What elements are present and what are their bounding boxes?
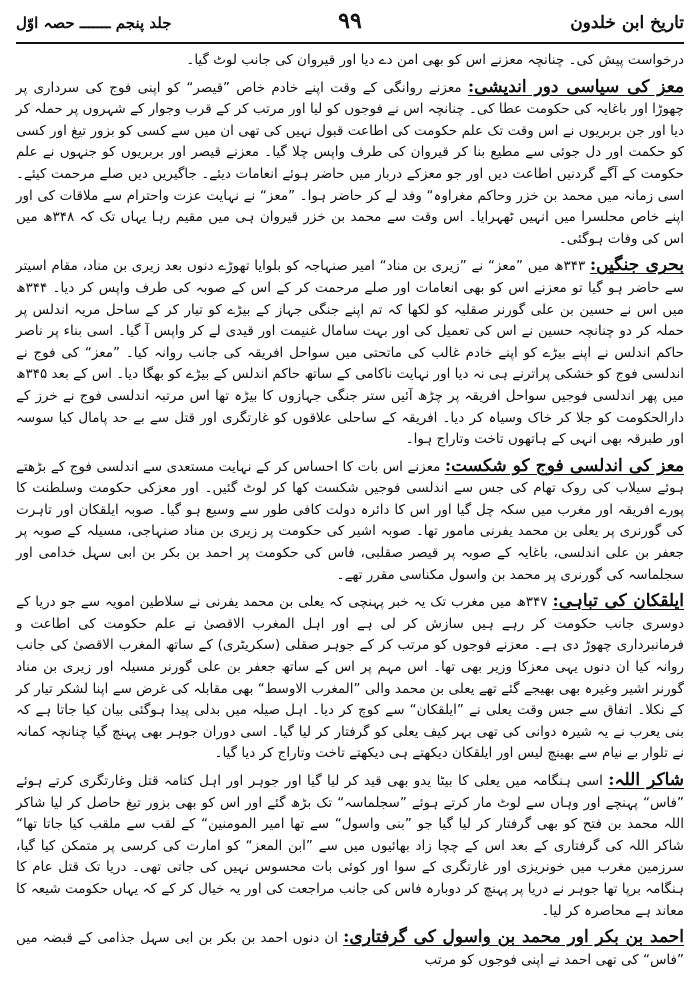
paragraph-text: ان دنوں احمد بن بکر بن ابی سہل جذامی کے قبضہ میں ”فاس“ کی تھی احمد نے اپنی فوجوں کو مرتب xyxy=(16,930,684,968)
paragraph-text: معزنے اس بات کا احساس کر کے نہایت مستعدی سے اندلسی فوج کے بڑھتے ہوئے سیلاب کی روک تھام کی جس سے اندلسی فوجیں شکست کھا کر لوٹ گئیں۔ اور معزکی حکومت وسلطنت کا پورے افریقہ اور مغرب میں سکہ چل گیا اور اس کا دائرہ دولت کافی طور سے وسیع ہو گیا۔ صوبہ ایلقکان اور تاہرت کی گورنری پر یعلی بن محمد یفرنی مامور تھا۔ صوبہ اشیر کی حکومت پر زیری بن مناد صنہاجی، مسیلہ کے صوبہ پر جعفر بن علی اندلسی، باغایہ کے صوبہ پر قیصر صقلبی، فاس کی حکومت پر احمد بن بکر بن ابی سہل خدامی اور سجلماسہ کی گورنری پر محمد بن واسول مکناسی مقرر تھے۔ xyxy=(16,458,684,583)
paragraph-text: درخواست پیش کی۔ چنانچہ معزنے اس کو بھی امن دے دیا اور قیروان کی جانب لوٹ گیا۔ xyxy=(186,52,684,68)
section-heading: بحری جنگیں: xyxy=(589,255,684,276)
paragraph-andalusian-defeat xyxy=(16,456,684,587)
section-heading: معز کی اندلسی فوج کو شکست: xyxy=(444,455,684,476)
paragraph-intro xyxy=(16,50,684,72)
header-rule xyxy=(16,42,684,44)
paragraph-shakir-allah xyxy=(16,770,684,922)
page-body xyxy=(16,50,684,971)
paragraph-political-foresight xyxy=(16,77,684,251)
volume-label: جلد پنجم ـــــــ حصہ اوّل xyxy=(16,14,172,32)
page-header xyxy=(16,6,684,40)
book-title: تاریخ ابن خلدون xyxy=(570,13,684,33)
paragraph-ifkan-destruction xyxy=(16,591,684,765)
paragraph-text: ۳۴۷ھ میں مغرب تک یہ خبر پہنچی کہ یعلی بن محمد یفرنی نے سلاطین امویہ سے جو دریا کے دوسری جانب حکومت کر رہے ہیں سازش کر لی ہے اور اہل المغرب الاقصیٰ نے علم حکومت کی اطاعت و فرمانبرداری چھوڑ دی ہے۔ معزنے فوجوں کو مرتب کر کے جوہر صقلی (سکریٹری) کے ساتھ المغرب الاقصیٰ کی جانب روانہ کیا ان دنوں یہی معزکا وزیر بھی تھا۔ اس مہم پر اس کے ساتھ جعفر بن علی گورنر مسیلہ اور زیری بن مناد گورنر اشیر وغیرہ بھی بھیجے گئے تھے یعلی بن محمد والی ”المغرب الاوسط“ بھی مقابلہ کی غرض سے اپنا لشکر تیار کر کے نکلا۔ اتفاق سے جس وقت یعلی نے ”ایلقکان“ سے کوچ کر دیا۔ اہل صیلہ میں بدلی پیدا ہوگئی بیان کیا جاتا ہے کہ بنی یعرب نے یہ شیرہ دوانی کی تھی بہر کیف یعلی کو گرفتار کر لیا گیا۔ اسی دوران جوہر بھی پہنچ گیا چنانچہ کمانہ نے تلوار بے نیام سے بھینچ لیس اور ایلقکان دیکھتے ہی دیکھتے تاخت وتاراج کر دیا گیا۔ xyxy=(16,594,684,762)
section-heading: ایلقکان کی تباہی: xyxy=(552,591,685,612)
page-number: ۹۹ xyxy=(338,8,362,34)
paragraph-text: معزنے روانگی کے وقت اپنے خادم خاص ”قیصر“ کو اپنی فوج کی سرداری پر چھوڑا اور باغایہ کی حکومت عطا کی۔ چنانچہ اس نے فوجوں کو لیا اور مرتب کر کے قرب وجوار کے شہروں پر حملہ کر دیا اور جن بربریوں نے اس وقت تک علم حکومت کی اطاعت قبول نہیں کی تھی ان میں سے کسی کو بزور تیغ اور کسی کو حکمت اور دل جوئی سے مطیع بنا کر قیروان کی طرف واپس چلا گیا۔ معزنے قیصر اور بربریوں کو جنہوں نے علم حکومت کے آگے گردنیں اطاعت دیں اور جو معزکے دربار میں حاضر ہوئے انعامات دیئے۔ جاگیریں دیں صلے مرحمت کیئے۔ اسی زمانہ میں محمد بن خزر وحاکم مغراوہ“ وفد لے کر حاضر ہوا۔ ”معز“ نے نہایت عزت واحترام سے ملاقات کی اور اپنے خاص محلسرا میں انہیں ٹھہرایا۔ اس وقت سے محمد بن خزر قیروان ہی میں مقیم رہا یہاں تک کہ ۳۴۸ھ میں اس کی وفات ہوگئی۔ xyxy=(16,79,684,247)
section-heading: شاکر اللہ: xyxy=(608,770,684,790)
section-heading: احمد بن بکر اور محمد بن واسول کی گرفتاری: xyxy=(343,927,684,948)
paragraph-text: اسی ہنگامہ میں یعلی کا بیٹا یدو بھی قید کر لیا گیا اور جوہر اور اہل کتامہ قتل وغارتگری کرتے ہوئے ”فاس“ پہنچے اور وہاں سے لوٹ مار کرتے ہوئے ”سجلماسہ“ تک بڑھ گئے اور اس کو بھی بزور تیغ حاصل کر لیا شاکر اللہ محمد بن فتح کو بھی گرفتار کر لیا گیا جو ”بنی واسول“ سے تھا امیر المومنین“ کے لقب سے ملقب کیا جاتا تھا“ شاکر اللہ کی گرفتاری کے بعد اس کے چچا زاد بھائیوں میں سے ”ابن المعز“ کو امارت کی کرسی پر متمکن کیا گیا، سرزمین مغرب میں خونریزی اور غارتگری کے سوا اور کوئی بات محسوس نہیں کی جاتی تھی۔ دریا تک قتل عام کا ہنگامہ برپا تھا جوہر نے دریا پر پہنچ کر دوبارہ فاس کی جانب مراجعت کی اور یہ خیال کر کے کہ یہاں حکومت شیعہ کا معاند ہے محاصرہ کر لیا۔ xyxy=(16,773,684,919)
paragraph-text: ۳۴۳ھ میں ”معز“ نے ”زیری بن مناد“ امیر صنہاجہ کو بلوایا تھوڑے دنوں بعد زیری بن مناد، مقام اسیتر سے حاضر ہو گیا تو معزنے اس کو بھی انعامات اور صلے مرحمت کر کے اس کے صوبہ کی طرف واپس کر دیا۔ ۳۴۴ھ میں اس نے حسین بن علی گورنر صقلیہ کو لکھا کہ تم اپنے جنگی جہاز کے بیڑے کو تیار کر کے ساحل مریہ اندلس پر حملہ کر دو چنانچہ حسین نے اس کی تعمیل کی اور بہت سامال غنیمت اور قیدی لے کر واپس آ گیا۔ اسی بناء پر ناصر حاکم اندلس نے اپنے بیڑے کو اپنے خادم غالب کی ماتحتی میں سواحل افریقہ کی جانب روانہ کیا۔ ”معز“ کی فوج نے اندلسی فوج کو خشکی پراترنے ہی نہ دیا اور نہایت ناکامی کے ساتھ حاکم اندلس کے بیڑے کو بھگا دیا۔ اس کے بعد ۳۴۵ھ میں پھر اندلسی فوجیں سواحل افریقہ پر چڑھ آئیں ستر جنگی جہازوں کا بیڑہ تھا اس مرتبہ اندلسی فوج نے خرز کے دارالحکومت کو جلا کر خاک وسیاہ کر دیا۔ افریقہ کے ساحلی علاقوں کو غارتگری اور قتل سے بے حد پامال کیا سوسہ اور طبرقہ بھی انہی کے ہاتھوں تاخت وتاراج ہوا۔ xyxy=(16,258,684,448)
section-heading: معز کی سیاسی دور اندیشی: xyxy=(467,76,684,97)
paragraph-naval-wars xyxy=(16,255,684,450)
paragraph-arrest xyxy=(16,927,684,971)
